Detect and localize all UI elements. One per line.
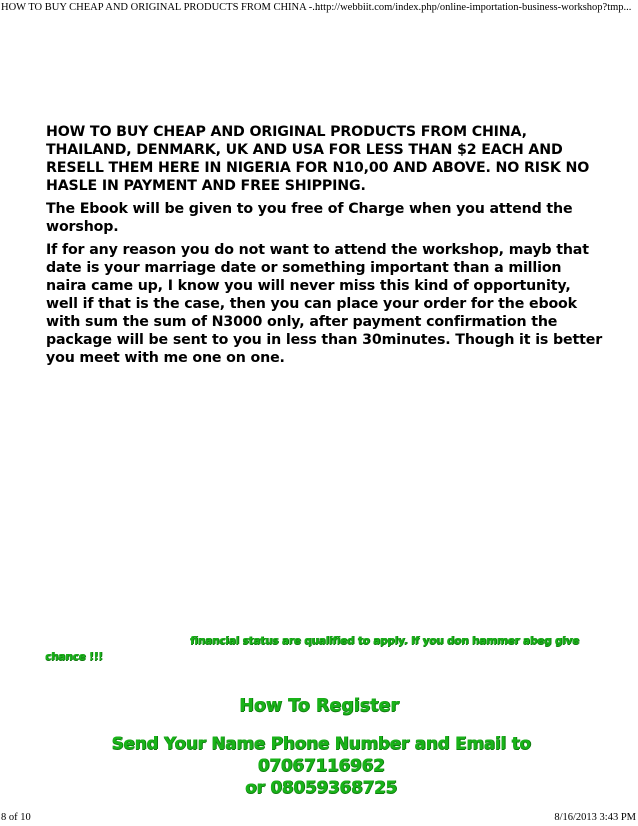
page-title: HOW TO BUY CHEAP AND ORIGINAL PRODUCTS FROM CHINA -... — [1, 2, 321, 13]
page-url[interactable]: http://webbiit.com/index.php/online-importation-business-workshop?tmp... — [315, 2, 632, 13]
order-paragraph: If for any reason you do not want to attend the workshop, mayb that date is your marriage date or something important than a million naira came up, I know you will never miss this kind of opportunity, well if that is the case, then you can place your order for the ebook with sum the sum of N3000 only, after payment confirmation the package will be sent to you in less than 30minutes. Though it is better you meet with me one on one. — [46, 242, 603, 366]
print-footer — [0, 811, 638, 825]
headline-paragraph: HOW TO BUY CHEAP AND ORIGINAL PRODUCTS FROM CHINA, THAILAND, DENMARK, UK AND USA FOR LESS THAN $2 EACH AND RESELL THEM HERE IN NIGERIA FOR N10,00 AND ABOVE. NO RISK NO HASLE IN PAYMENT AND FREE SHIPPING. — [46, 124, 590, 194]
eligibility-notice: financial status are qualified to apply. If you don hammer abeg give — [190, 635, 579, 647]
register-line-2: or 08059368725 — [245, 778, 397, 798]
print-header — [0, 1, 638, 15]
article-body — [46, 123, 606, 372]
page-number: 8 of 10 — [1, 812, 31, 823]
register-line-1: Send Your Name Phone Number and Email to 07067116962 — [111, 734, 531, 776]
register-heading: How To Register — [239, 696, 399, 716]
eligibility-notice-continued: chance !!! — [45, 651, 103, 663]
ebook-paragraph: The Ebook will be given to you free of Charge when you attend the worshop. — [46, 201, 573, 235]
print-timestamp: 8/16/2013 3:43 PM — [554, 812, 636, 823]
register-instructions — [46, 733, 596, 799]
